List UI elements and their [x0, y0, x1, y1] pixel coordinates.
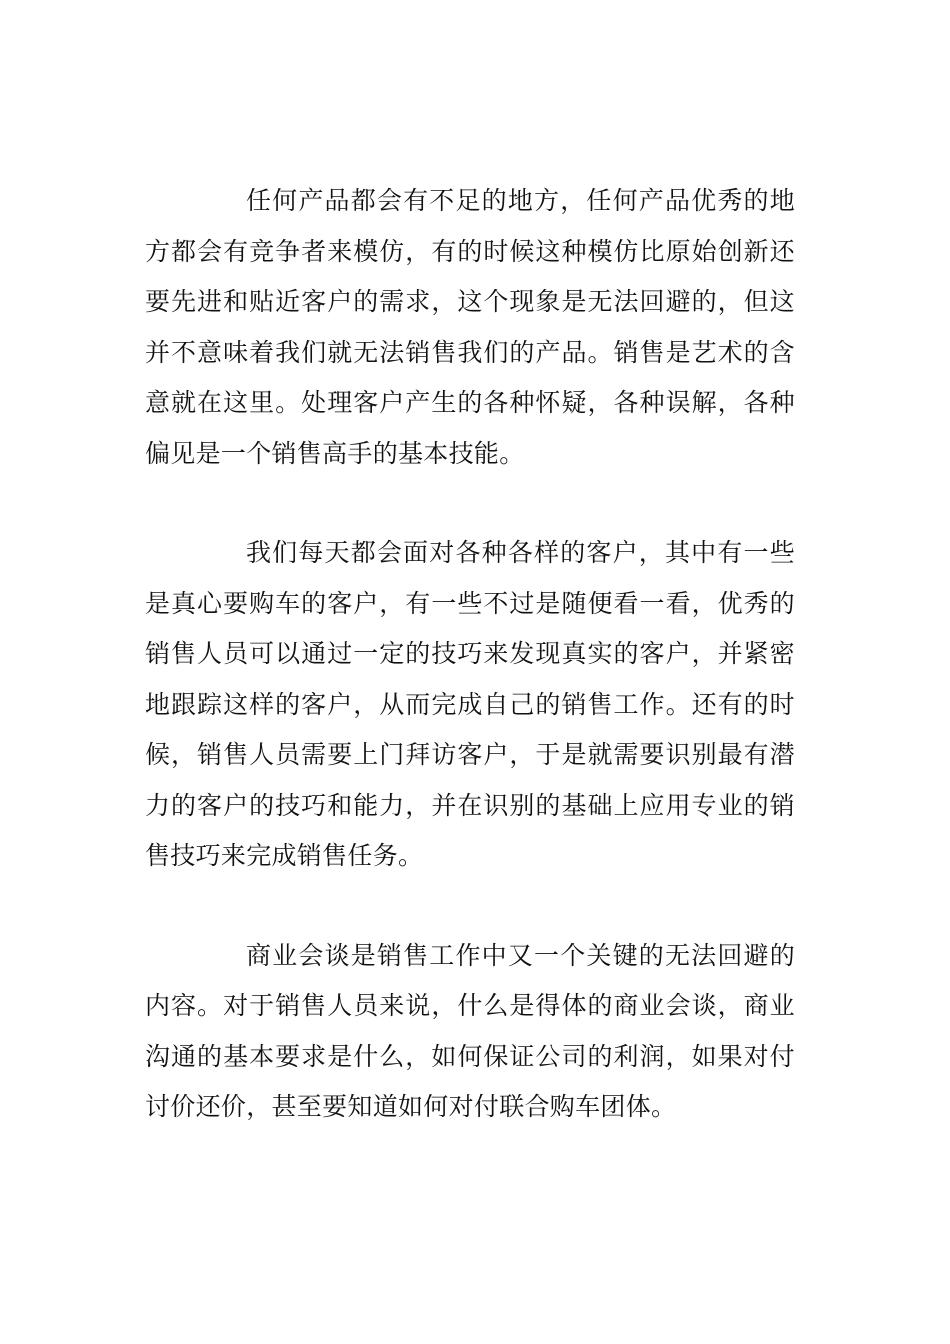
paragraph-1: 任何产品都会有不足的地方，任何产品优秀的地方都会有竞争者来模仿，有的时候这种模仿比原始创新还要先进和贴近客户的需求，这个现象是无法回避的，但这并不意味着我们就无法销售我们的产品。销售是艺术的含意就在这里。处理客户产生的各种怀疑，各种误解，各种偏见是一个销售高手的基本技能。: [145, 186, 795, 468]
paragraph-3: 商业会谈是销售工作中又一个关键的无法回避的内容。对于销售人员来说，什么是得体的商业会谈，商业沟通的基本要求是什么，如何保证公司的利润，如果对付讨价还价，甚至要知道如何对付联合购车团体。: [145, 940, 795, 1121]
document-body: [145, 176, 795, 1133]
paragraph-2: 我们每天都会面对各种各样的客户，其中有一些是真心要购车的客户，有一些不过是随便看一看，优秀的销售人员可以通过一定的技巧来发现真实的客户，并紧密地跟踪这样的客户，从而完成自己的销售工作。还有的时候，销售人员需要上门拜访客户，于是就需要识别最有潜力的客户的技巧和能力，并在识别的基础上应用专业的销售技巧来完成销售任务。: [145, 538, 795, 870]
